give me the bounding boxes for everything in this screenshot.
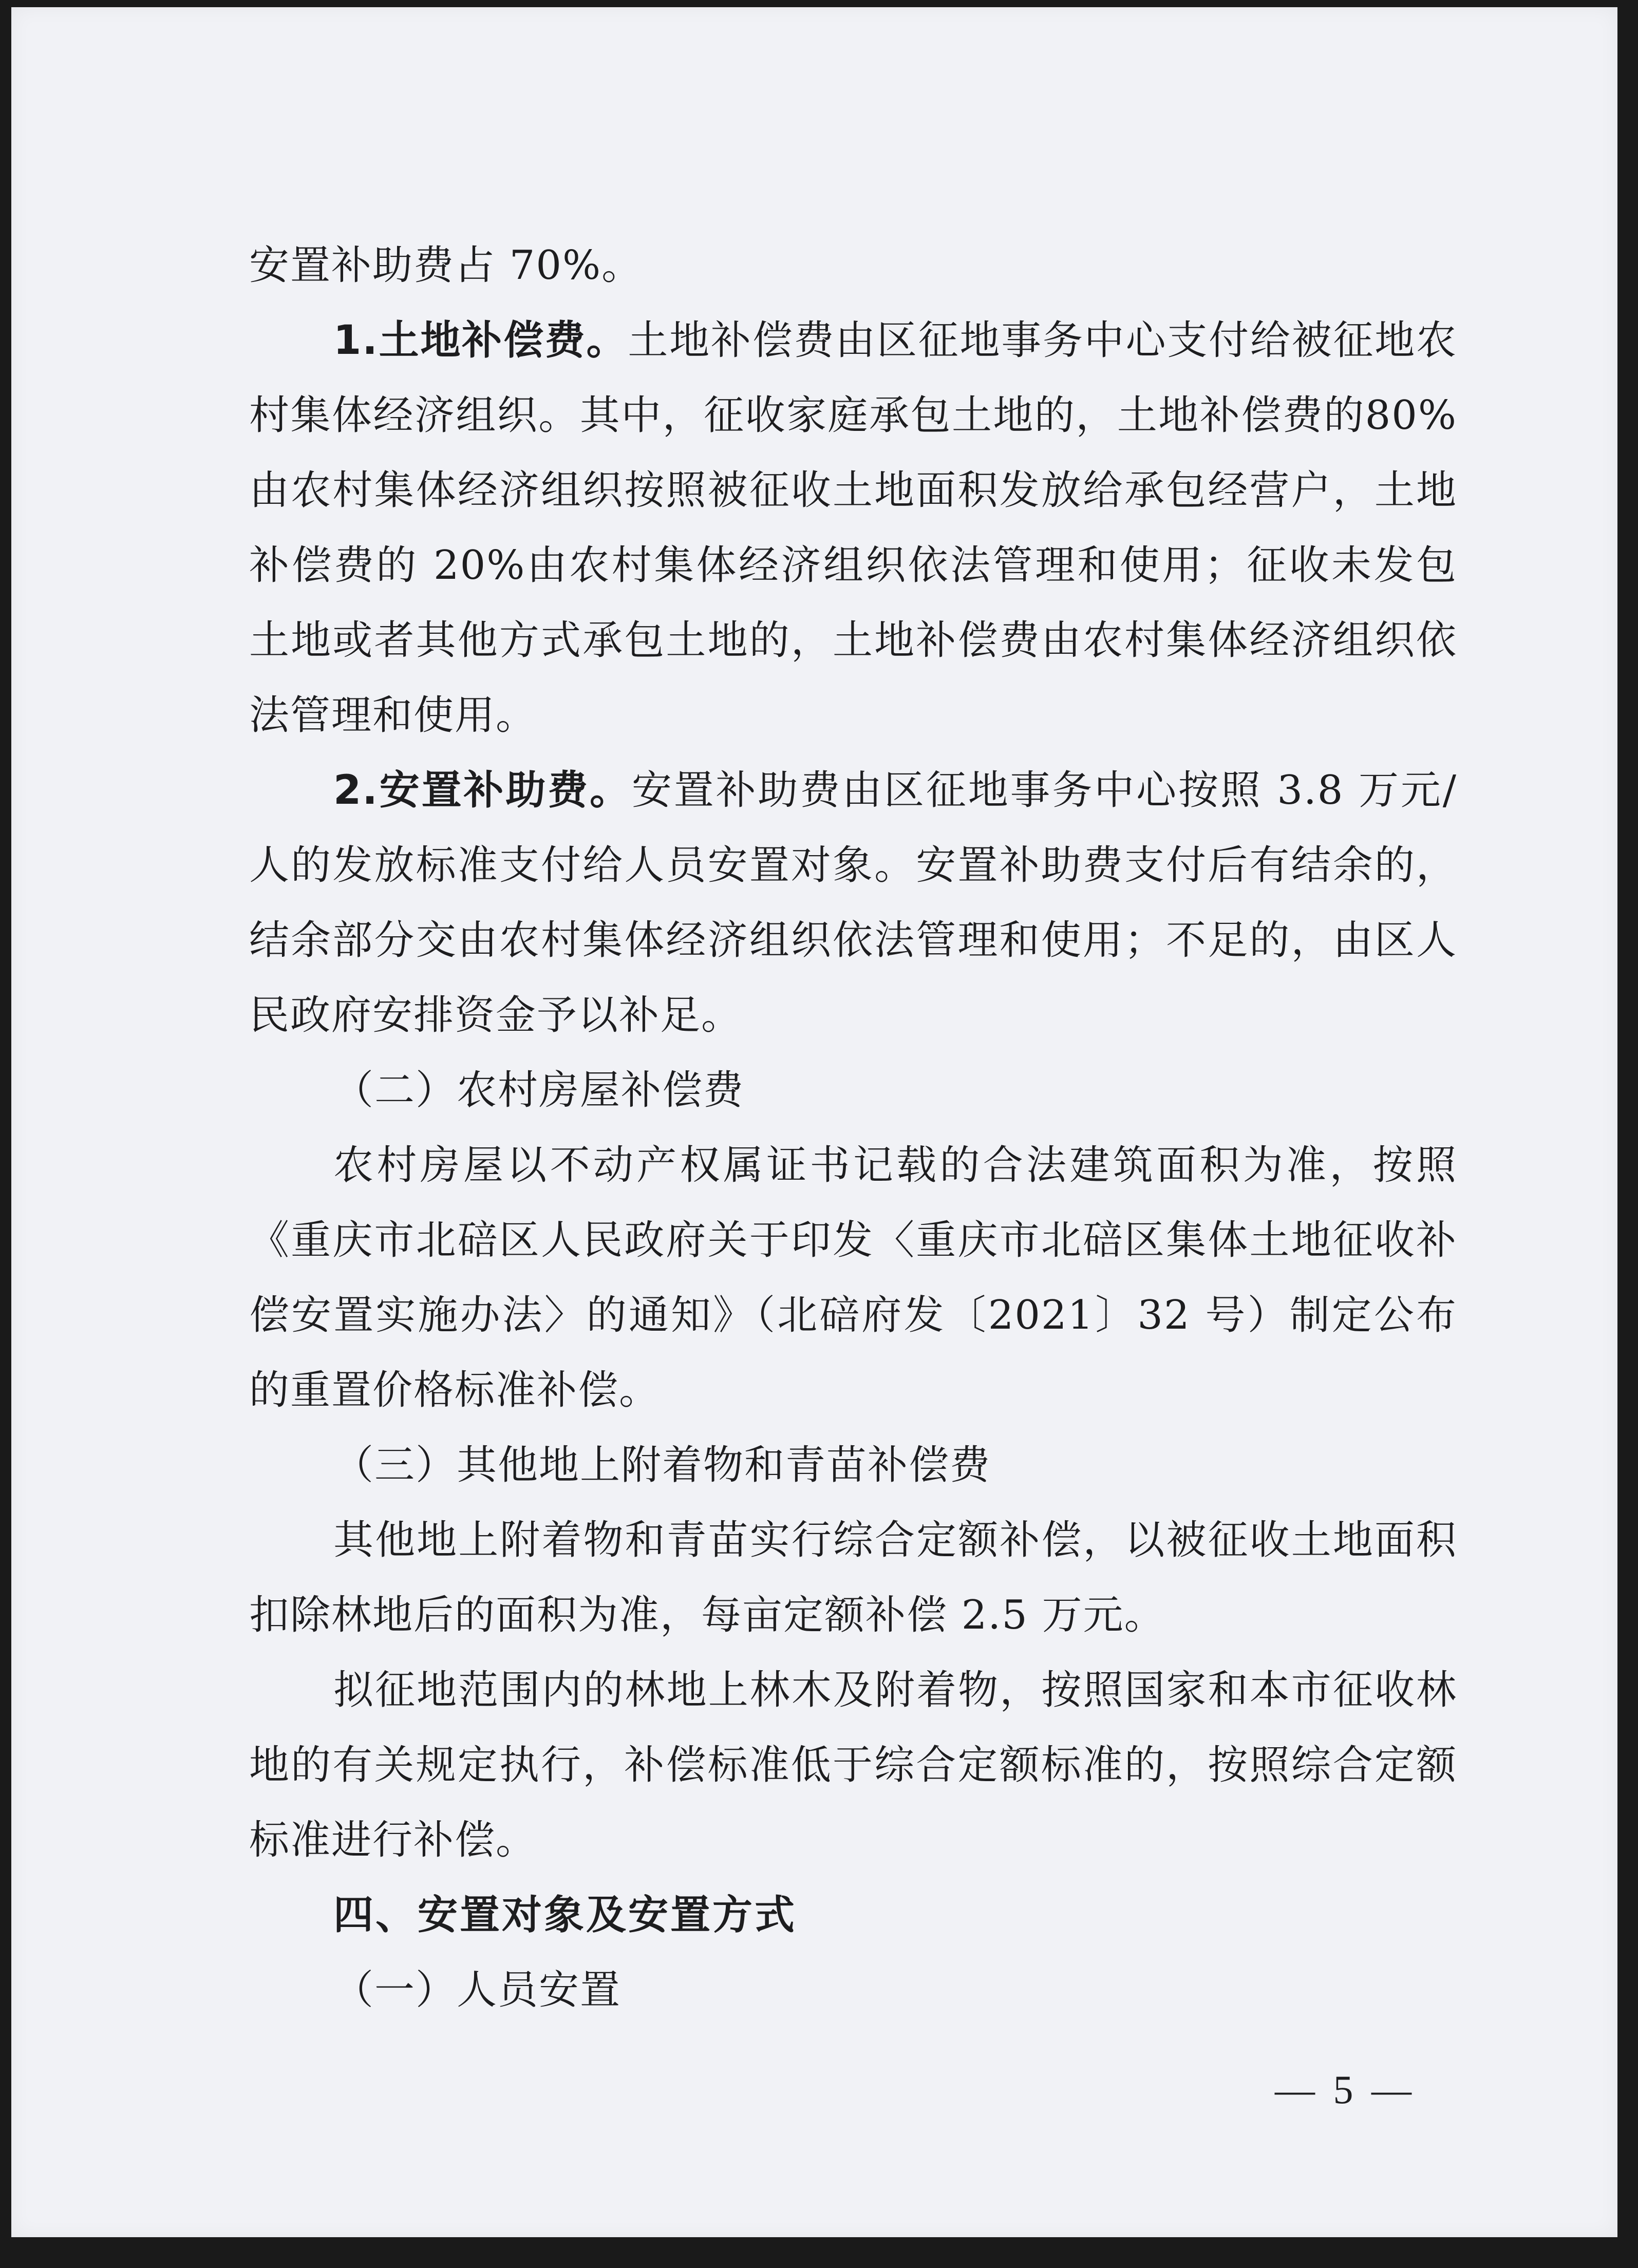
- section-personnel-resettlement-title: （一）人员安置: [333, 1967, 622, 2013]
- paragraph-other-attachments: 其他地上附着物和青苗实行综合定额补偿，以被征收土地面积扣除林地后的面积为准，每亩定额补偿 2.5 万元。: [249, 1517, 1457, 1638]
- text-line-carryover: 安置补助费占 70%。: [249, 242, 643, 289]
- section-rural-housing-title: （二）农村房屋补偿费: [333, 1067, 745, 1113]
- resettlement-subsidy-body: 安置补助费由区征地事务中心按照 3.8 万元/人的发放标准支付给人员安置对象。安置补助费支付后有结余的，结余部分交由农村集体经济组织依法管理和使用；不足的，由区人民政府安排资金予以补足。: [249, 767, 1457, 1038]
- document-body: [249, 228, 1457, 2028]
- paragraph-rural-housing: 农村房屋以不动产权属证书记载的合法建筑面积为准，按照《重庆市北碚区人民政府关于印发〈重庆市北碚区集体土地征收补偿安置实施办法〉的通知》（北碚府发〔2021〕32 号）制定公布的重置价格标准补偿。: [249, 1142, 1457, 1413]
- paragraph-resettlement-subsidy: [249, 753, 1457, 1053]
- document-page: [11, 7, 1617, 2237]
- section-other-attachments-title: （三）其他地上附着物和青苗补偿费: [333, 1442, 991, 1488]
- land-compensation-heading: 1.土地补偿费。: [333, 317, 628, 364]
- page-number: — 5 —: [1275, 2067, 1416, 2112]
- paragraph-forest-land: 拟征地范围内的林地上林木及附着物，按照国家和本市征收林地的有关规定执行，补偿标准低于综合定额标准的，按照综合定额标准进行补偿。: [249, 1667, 1457, 1863]
- paragraph-land-compensation: [249, 303, 1457, 753]
- land-compensation-body: 土地补偿费由区征地事务中心支付给被征地农村集体经济组织。其中，征收家庭承包土地的，土地补偿费的80%由农村集体经济组织按照被征收土地面积发放给承包经营户，土地补偿费的 20%由农村集体经济组织依法管理和使用；征收未发包土地或者其他方式承包土地的，土地补偿费由农村集体经济组织依法管理和使用。: [249, 317, 1457, 739]
- resettlement-subsidy-heading: 2.安置补助费。: [333, 767, 632, 814]
- chapter-resettlement-title: 四、安置对象及安置方式: [333, 1892, 797, 1938]
